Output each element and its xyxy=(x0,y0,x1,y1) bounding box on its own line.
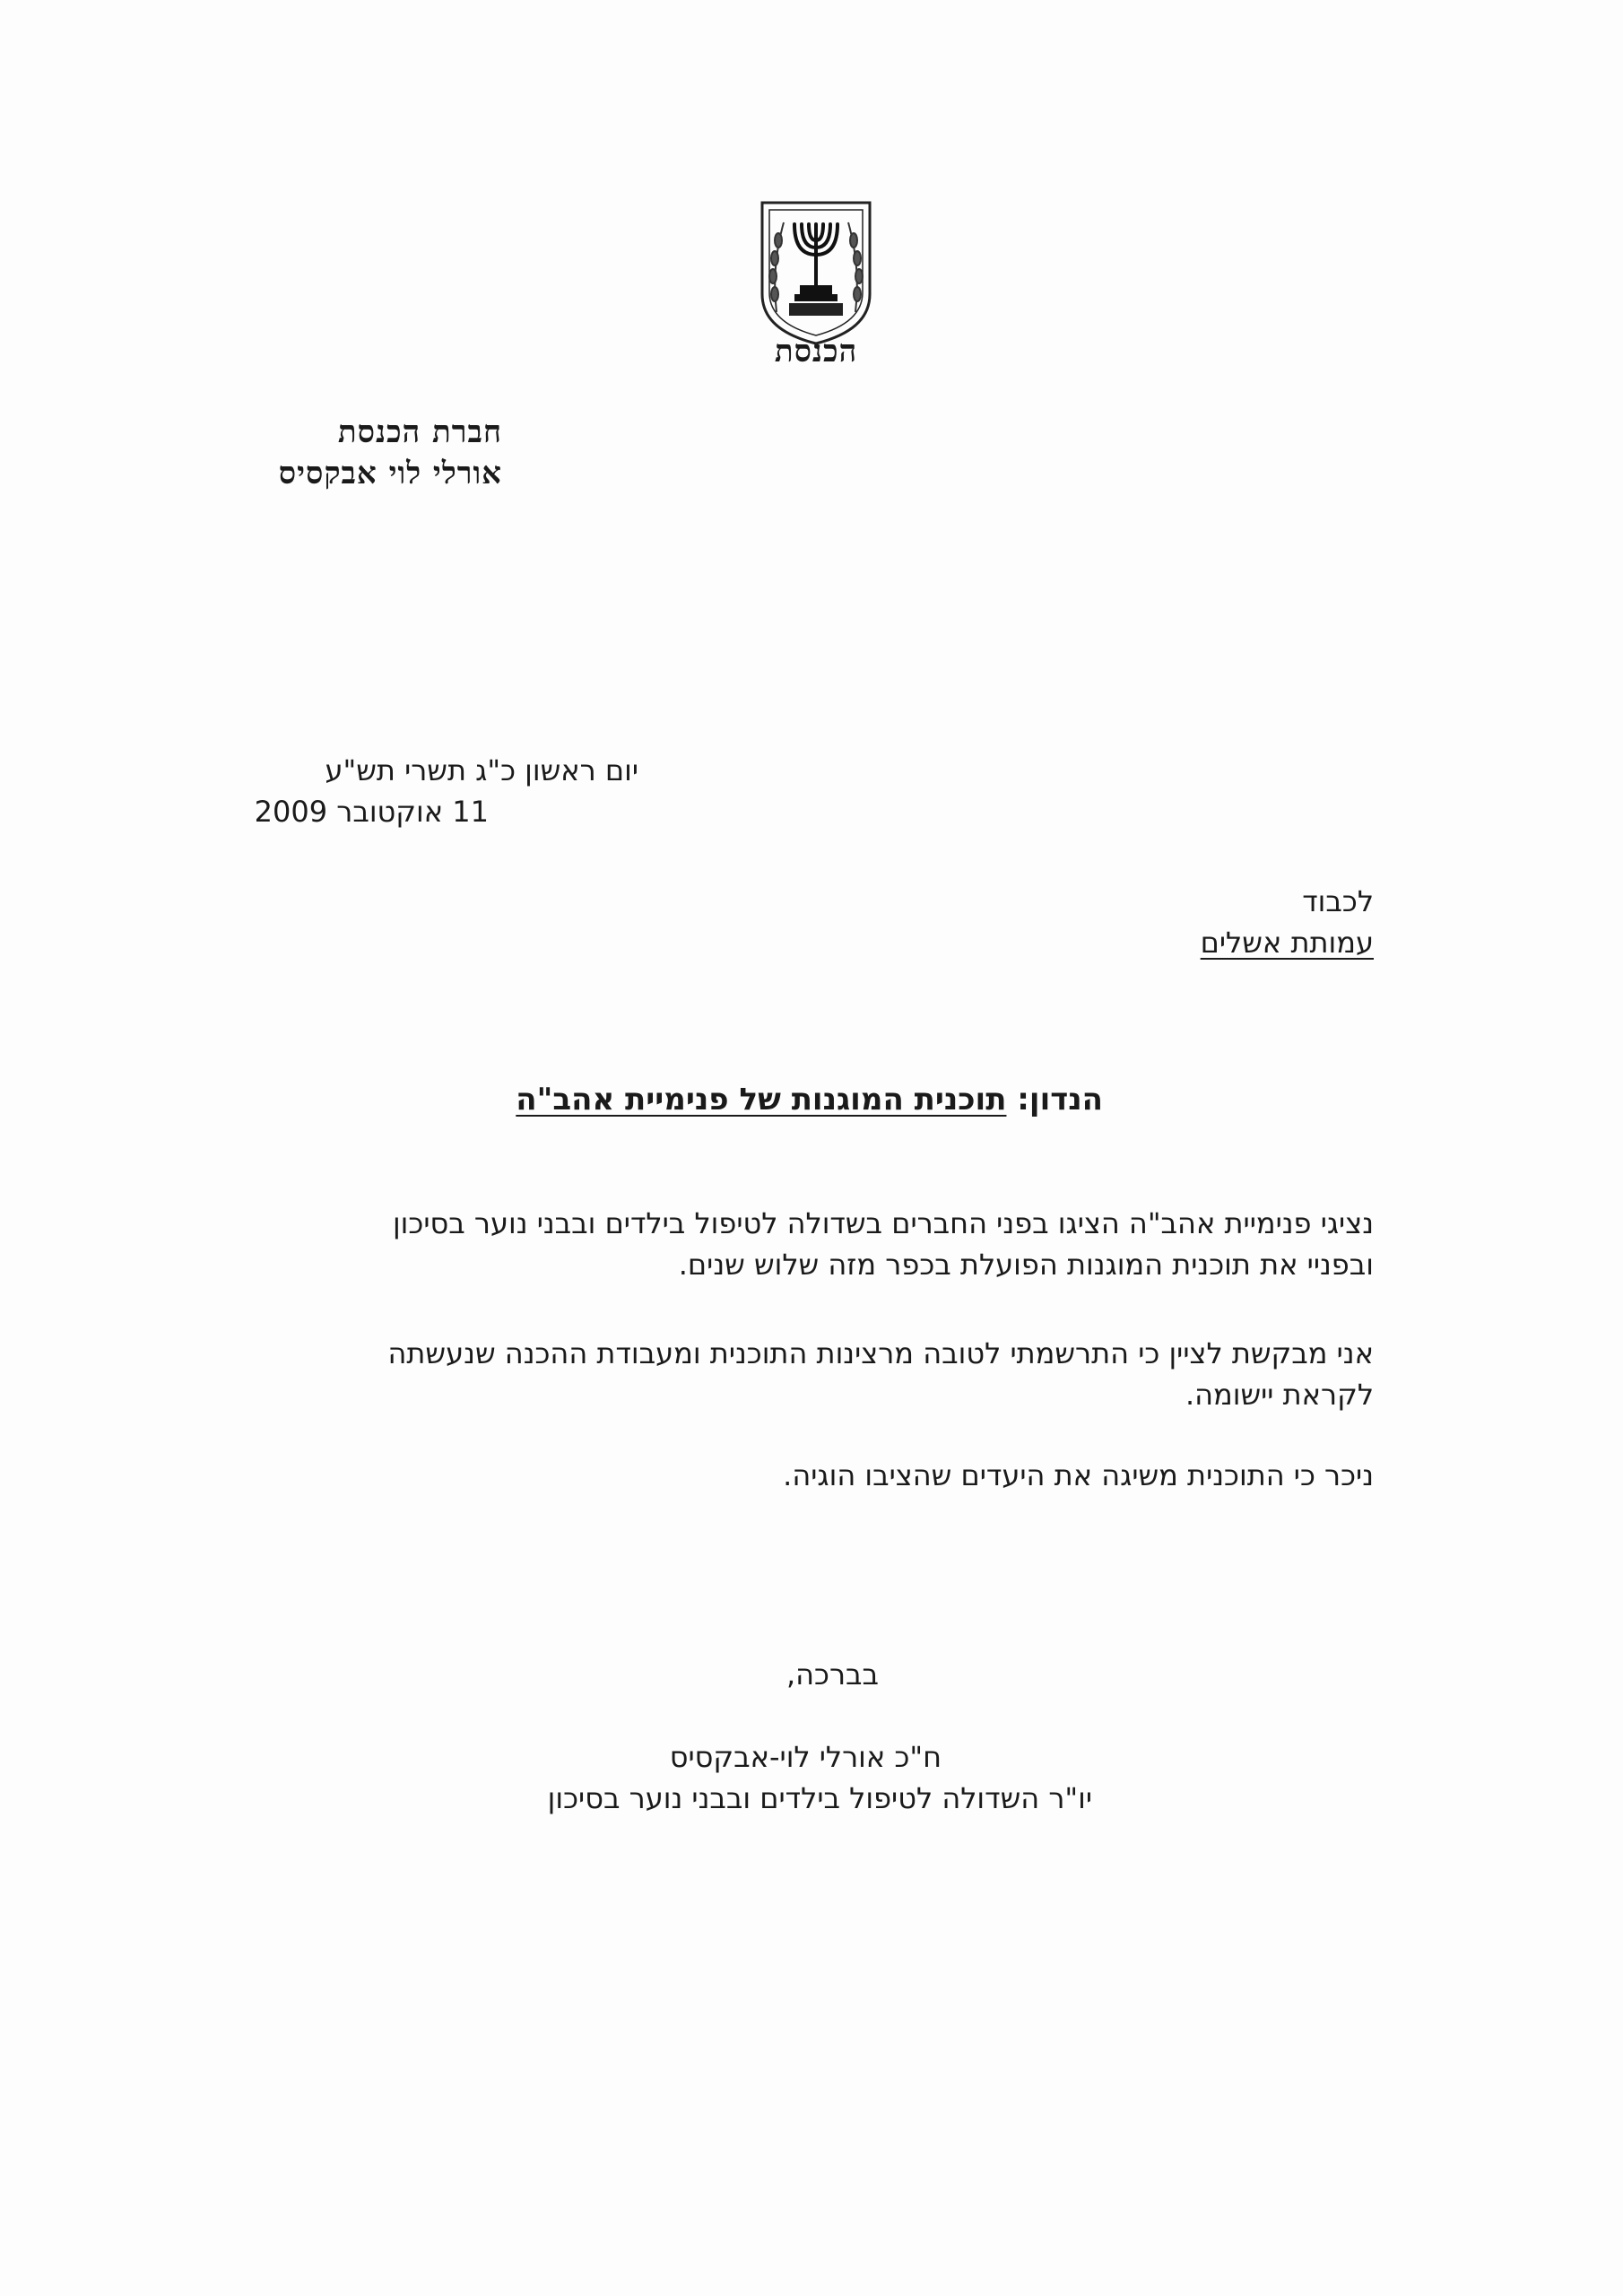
subject-text: תוכנית המוגנות של פנימיית אהב"ה xyxy=(516,1082,1007,1118)
recipient-name: עמותת אשלים xyxy=(1200,926,1374,960)
knesset-emblem-icon xyxy=(753,196,879,348)
sender-name: אורלי לוי אבקסיס xyxy=(278,456,502,491)
date-hebrew: יום ראשון כ"ג תשרי תש"ע xyxy=(325,753,638,787)
subject-label: הנדון: xyxy=(1017,1082,1103,1118)
closing-greeting: בברכה, xyxy=(785,1657,879,1692)
subject-line xyxy=(516,1082,1103,1118)
signer-title: יו"ר השדולה לטיפול בילדים ובבני נוער בסיכון xyxy=(547,1781,1092,1815)
paragraph-3-line-1: ניכר כי התוכנית משיגה את היעדים שהציבו הוגיה. xyxy=(783,1458,1374,1492)
paragraph-2-line-1: אני מבקשת לציין כי התרשמתי לטובה מרצינות התוכנית ומעבודת ההכנה שנעשתה xyxy=(387,1336,1374,1370)
date-gregorian: 11 אוקטובר 2009 xyxy=(254,795,489,829)
recipient-salutation: לכבוד xyxy=(1302,884,1374,918)
sender-title: חברת הכנסת xyxy=(337,414,502,450)
paragraph-1-line-2: ובפניי את תוכנית המוגנות הפועלת בכפר מזה שלוש שנים. xyxy=(678,1248,1374,1282)
signer-name: ח"כ אורלי לוי-אבקסיס xyxy=(669,1740,942,1774)
letterhead-caption: הכנסת xyxy=(774,334,858,370)
paragraph-1-line-1: נציגי פנימיית אהב"ה הציגו בפני החברים בשדולה לטיפול בילדים ובבני נוער בסיכון xyxy=(392,1206,1374,1240)
paragraph-2-line-2: לקראת יישומה. xyxy=(1185,1378,1374,1412)
